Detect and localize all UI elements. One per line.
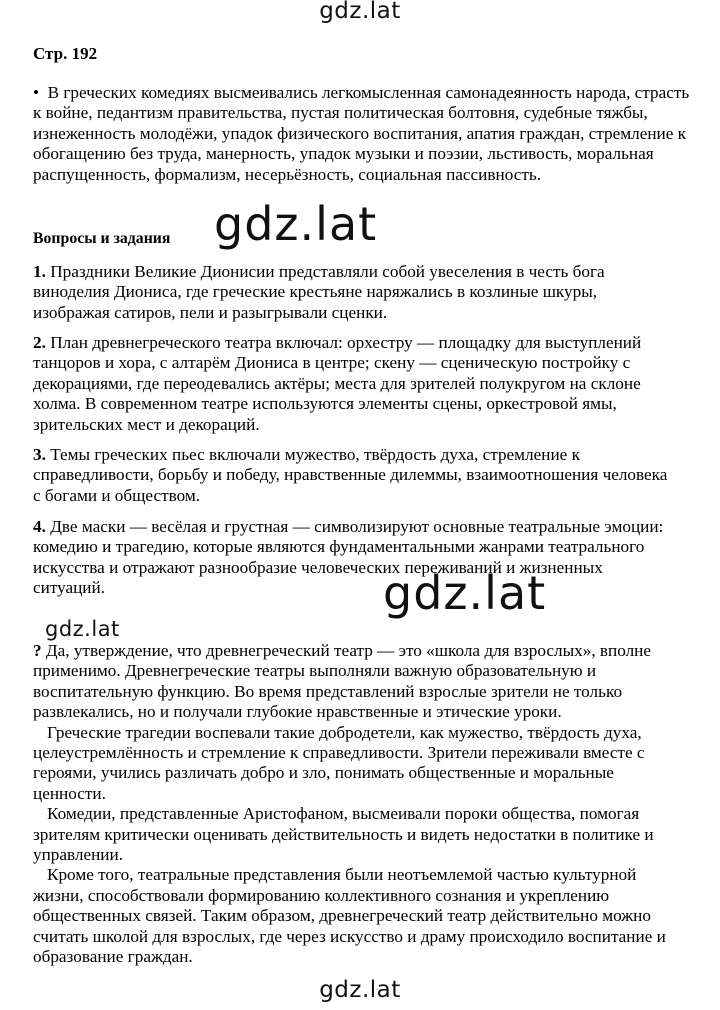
answer-1 — [33, 262, 673, 323]
essay-paragraph-1 — [33, 641, 683, 723]
answer-number: 3. — [33, 445, 46, 464]
answer-number: 4. — [33, 517, 46, 536]
section-title: Вопросы и задания — [33, 230, 171, 247]
answer-text: План древнегреческого театра включал: орхестру — площадку для выступлений танцоров и хора, с алтарём Диониса в центре; скену — сценическую постройку с декорациями, где переодевались актёры; места для зрителей полукругом на склоне холма. В современном театре используются элементы сцены, оркестровой ямы, зрительских мест и декораций. — [33, 333, 642, 434]
watermark-large-1: gdz.lat — [214, 197, 378, 251]
answer-4 — [33, 517, 673, 599]
bullet-text: В греческих комедиях высмеивались легкомысленная самонадеянность народа, страсть к войне, педантизм правительства, пустая политическая болтовня, судебные тяжбы, изнеженность молодёжи, упадок физического воспитания, апатия граждан, стремление к обогащению без труда, манерность, упадок музыки и поэзии, льстивость, моральная распущенность, формализм, несерьёзность, социальная пассивность. — [33, 83, 690, 184]
watermark-large-2: gdz.lat — [383, 566, 547, 620]
page-number: Стр. 192 — [33, 44, 98, 63]
essay-text-1: Да, утверждение, что древнегреческий театр — это «школа для взрослых», вполне применимо. Древнегреческие театры выполняли важную образовательную и воспитательную функцию. Во время представлений взрослые зрители не только развлекались, но и получали глубокие нравственные и этические уроки. — [33, 641, 652, 722]
bullet-icon: • — [33, 83, 40, 102]
watermark-top: gdz.lat — [319, 0, 401, 24]
answer-text: Две маски — весёлая и грустная — символизируют основные театральные эмоции: комедию и трагедию, которые являются фундаментальными жанрами театрального искусства и отражают разнообразие человеческих переживаний и жизненных ситуаций. — [33, 517, 664, 598]
watermark-bottom: gdz.lat — [319, 977, 401, 1003]
answer-2 — [33, 333, 673, 435]
answer-text: Праздники Великие Дионисии представляли собой увеселения в честь бога виноделия Диониса, где греческие крестьяне наряжались в козлиные шкуры, изображая сатиров, пели и разыгрывали сценки. — [33, 262, 605, 322]
watermark-small: gdz.lat — [45, 617, 120, 641]
answer-3 — [33, 445, 673, 506]
essay-answer — [33, 641, 683, 968]
answer-text: Темы греческих пьес включали мужество, твёрдость духа, стремление к справедливости, борьбу и победу, нравственные дилеммы, взаимоотношения человека с богами и обществом. — [33, 445, 668, 505]
answer-number: 1. — [33, 262, 46, 281]
essay-paragraph-4: Кроме того, театральные представления были неотъемлемой частью культурной жизни, способствовали формированию коллективного сознания и укреплению общественных связей. Таким образом, древнегреческий театр действительно можно считать школой для взрослых, где через искусство и драму происходило воспитание и образование граждан. — [33, 865, 666, 967]
question-mark: ? — [33, 641, 42, 660]
essay-paragraph-3: Комедии, представленные Аристофаном, высмеивали пороки общества, помогая зрителям критически оценивать действительность и видеть недостатки в политике и управлении. — [33, 804, 654, 865]
answer-number: 2. — [33, 333, 46, 352]
bullet-paragraph — [33, 83, 693, 185]
essay-paragraph-2: Греческие трагедии воспевали такие добродетели, как мужество, твёрдость духа, целеустремлённость и стремление к справедливости. Зрители переживали вместе с героями, учились различать добро и зло, понимать общественные и моральные ценности. — [33, 722, 645, 803]
